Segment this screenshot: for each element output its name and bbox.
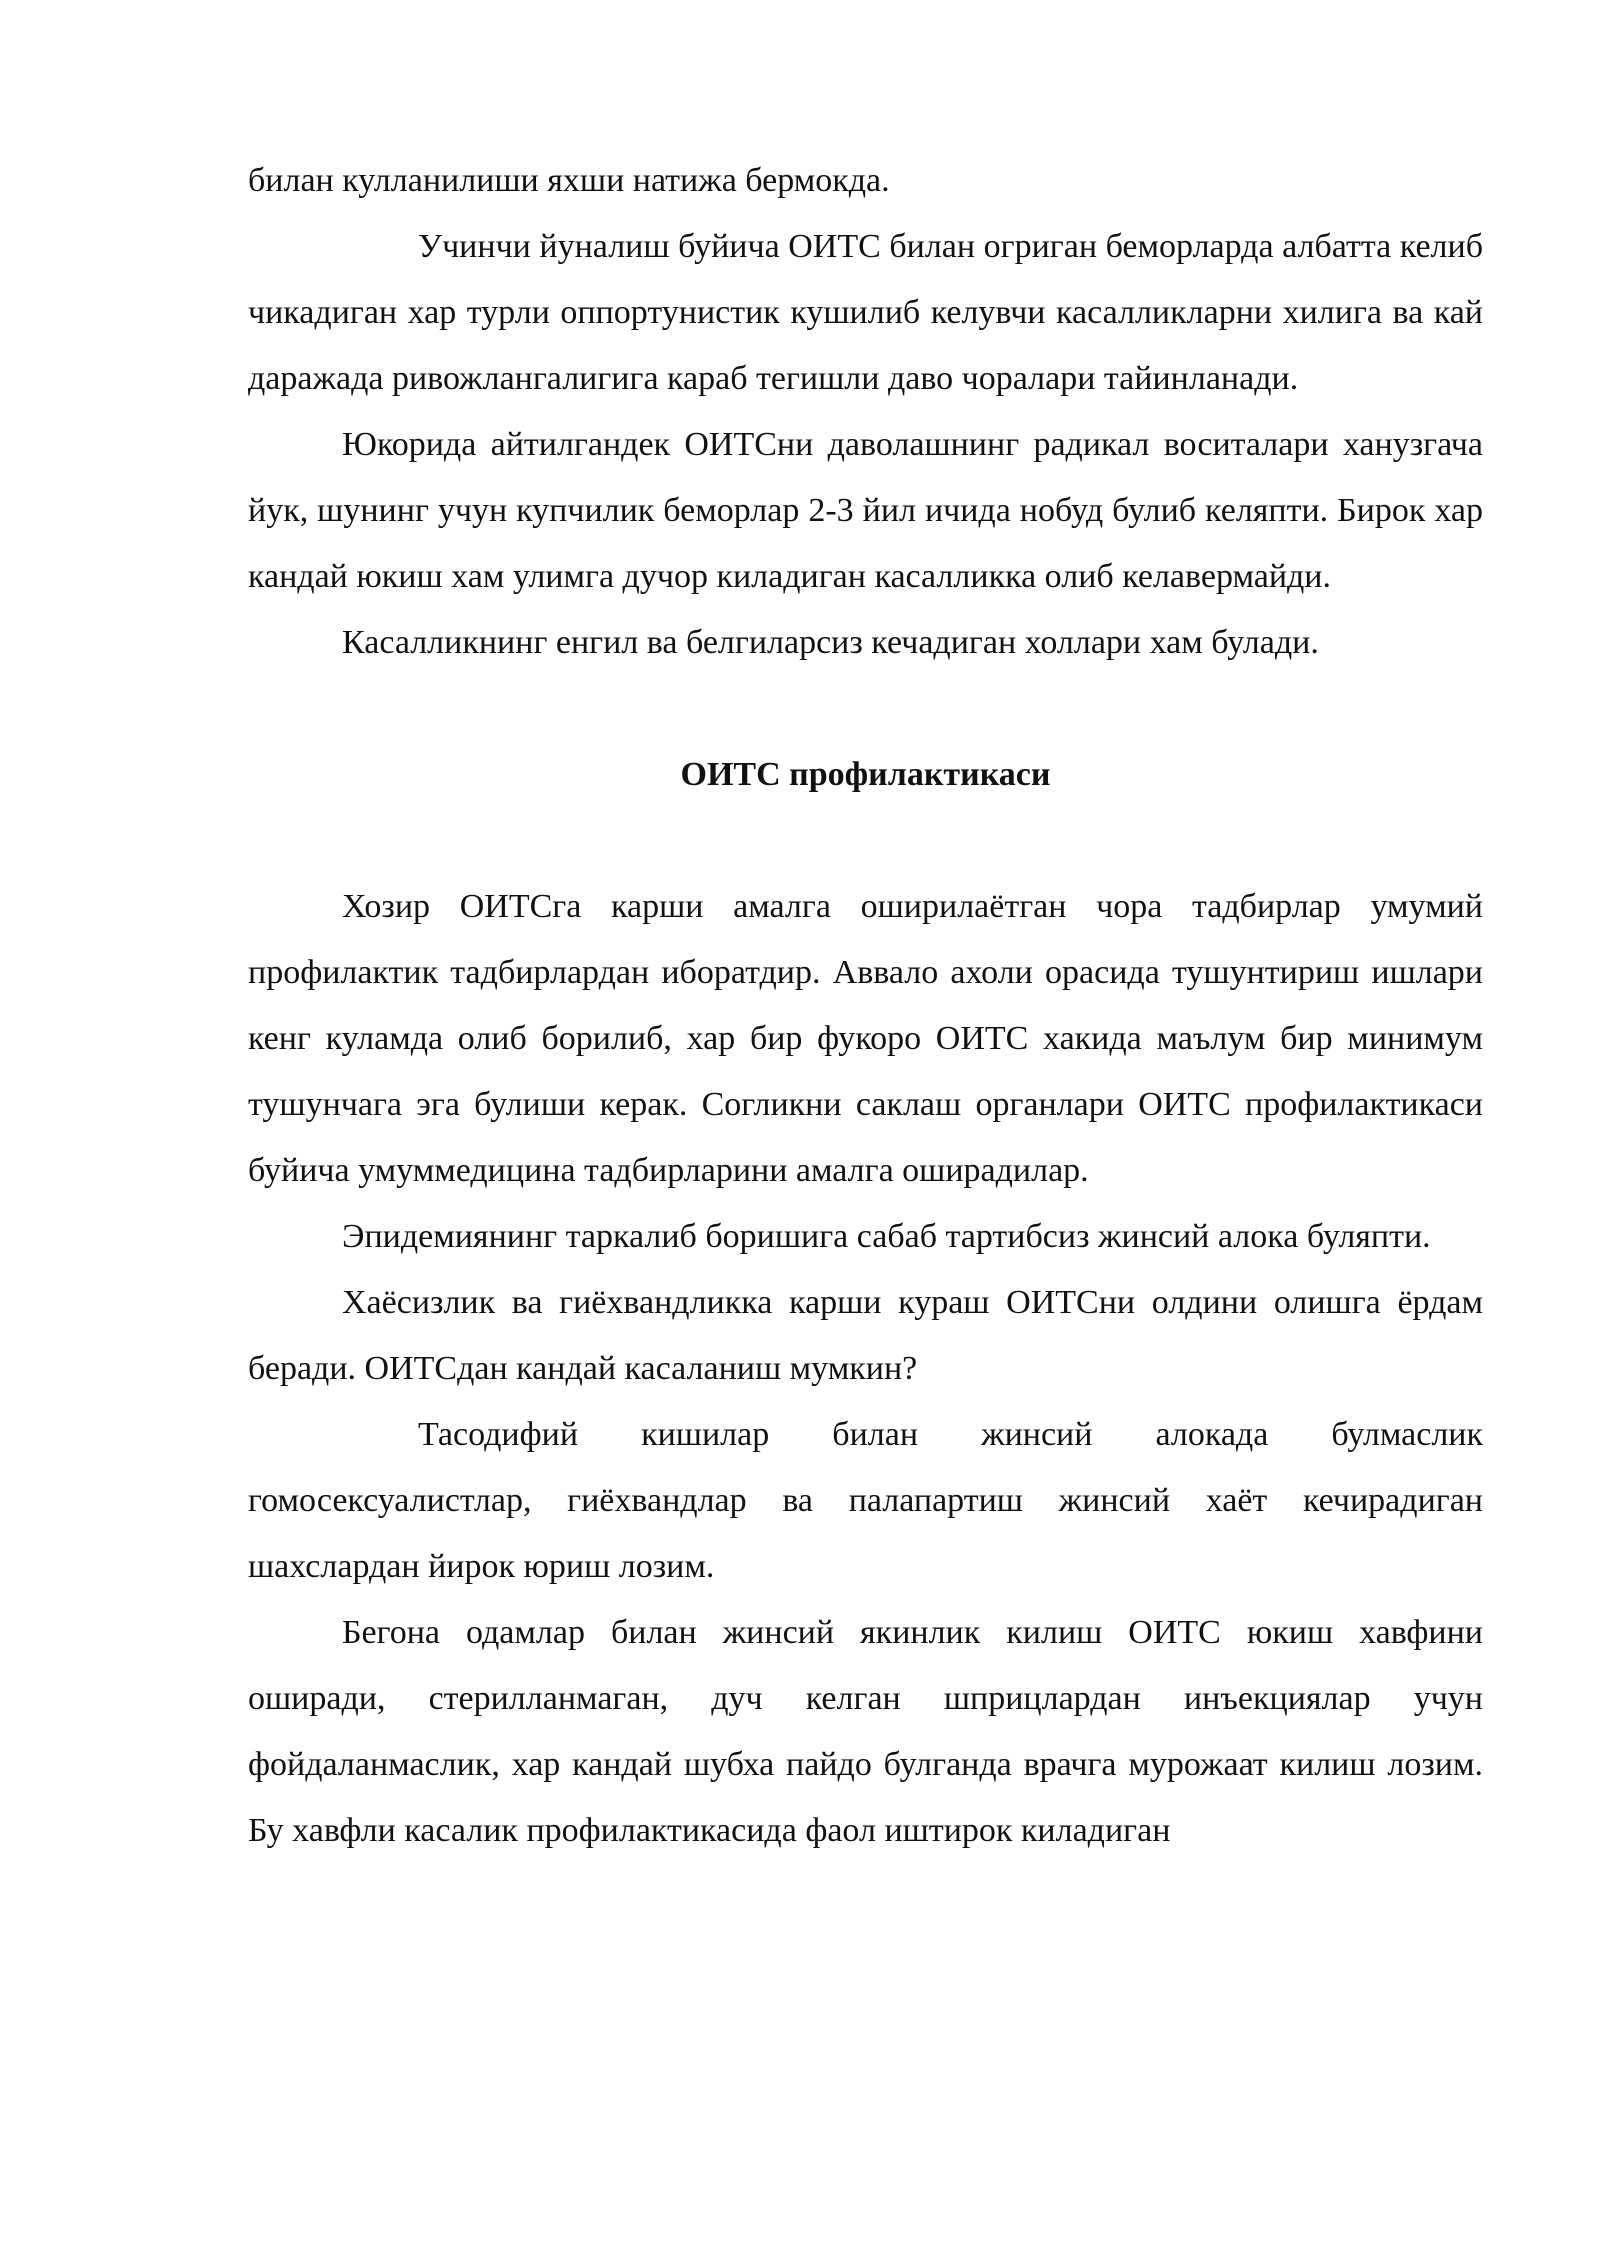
document-page	[248, 148, 1483, 1864]
paragraph-avoid-contacts: Тасодифий кишилар билан жинсий алокада булмаслик гомосексуалистлар, гиёхвандлар ва палапартиш жинсий хаёт кечирадиган шахслардан йирок юриш лозим.	[248, 1416, 1483, 1585]
paragraph-no-radical-cure: Юкорида айтилгандек ОИТСни даволашнинг радикал воситалари ханузгача йук, шунинг учун купчилик беморлар 2-3 йил ичида нобуд булиб келяпти. Бирок хар кандай юкиш хам улимга дучор киладиган касалликка олиб келавермайди.	[248, 426, 1483, 595]
paragraph-mild-cases: Касалликнинг енгил ва белгиларсиз кечадиган холлари хам булади.	[342, 624, 1319, 661]
section-heading: ОИТС профилактикаси	[680, 756, 1051, 793]
paragraph-prevention-measures: Хозир ОИТСга карши амалга оширилаётган чора тадбирлар умумий профилактик тадбирлардан иборатдир. Аввало ахоли орасида тушунтириш ишлари кенг куламда олиб борилиб, хар бир фукоро ОИТС хакида маълум бир минимум тушунчага эга булиши керак. Согликни саклаш органлари ОИТС профилактикаси буйича умуммедицина тадбирларини амалга оширадилар.	[248, 888, 1483, 1189]
paragraph-epidemic-spread: Эпидемиянинг таркалиб боришига сабаб тартибсиз жинсий алока буляпти.	[342, 1218, 1431, 1255]
paragraph-continuation: билан кулланилиши яхши натижа бермокда.	[248, 162, 890, 199]
paragraph-third-direction: Учинчи йуналиш буйича ОИТС билан огриган беморларда албатта келиб чикадиган хар турли оппортунистик кушилиб келувчи касалликларни хилига ва кай даражада ривожлангалигига караб тегишли даво чоралари тайинланади.	[248, 228, 1483, 397]
paragraph-fight-addiction: Хаёсизлик ва гиёхвандликка карши кураш ОИТСни олдини олишга ёрдам беради. ОИТСдан кандай касаланиш мумкин?	[248, 1284, 1483, 1387]
paragraph-risk-factors: Бегона одамлар билан жинсий якинлик килиш ОИТС юкиш хавфини оширади, стерилланмаган, дуч келган шприцлардан инъекциялар учун фойдаланмаслик, хар кандай шубха пайдо булганда врачга мурожаат килиш лозим. Бу хавфли касалик профилактикасида фаол иштирок киладиган	[248, 1614, 1483, 1849]
